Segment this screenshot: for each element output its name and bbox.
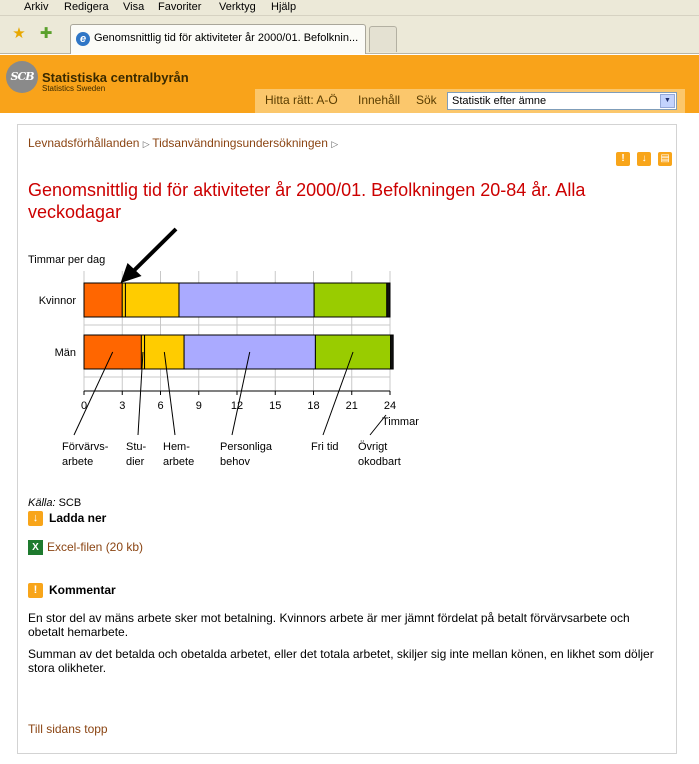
site-nav	[255, 89, 685, 113]
download-heading-label: Ladda ner	[49, 511, 107, 525]
chevron-down-icon[interactable]: ▼	[660, 94, 675, 108]
bar-segment	[179, 283, 314, 317]
x-tick-label: 12	[230, 400, 244, 412]
x-tick-label: 18	[307, 400, 320, 412]
chart-y-label: Timmar per dag	[28, 254, 106, 266]
content-panel	[17, 124, 677, 754]
nav-innehall[interactable]: Innehåll	[358, 93, 401, 107]
x-tick-label: 15	[269, 400, 282, 412]
site-header	[0, 55, 699, 113]
source-label: Källa:	[28, 497, 56, 509]
x-tick-label: 24	[383, 400, 397, 412]
bar-segment	[391, 335, 394, 369]
topic-select[interactable]	[447, 92, 677, 110]
menu-favoriter[interactable]: Favoriter	[158, 1, 202, 13]
favorites-star-icon[interactable]: ★	[12, 25, 26, 42]
x-tick-label: 6	[157, 400, 164, 412]
print-icon[interactable]: ▤	[658, 152, 672, 166]
series-label: Hem-	[163, 441, 190, 453]
bar-segment	[84, 283, 122, 317]
series-label: Övrigt	[358, 441, 388, 453]
download-icon: ↓	[28, 511, 43, 526]
series-label: Personliga	[220, 441, 272, 453]
menu-arkiv[interactable]: Arkiv	[24, 1, 49, 13]
series-label: Förvärvs-	[62, 441, 109, 453]
annotation-arrow	[134, 229, 176, 271]
tab-title: Genomsnittlig tid för aktiviteter år 2000/01. Befolknin...	[94, 32, 359, 44]
excel-link-label[interactable]: Excel-filen (20 kb)	[47, 540, 144, 554]
page-tools	[612, 152, 672, 166]
site-subname: Statistics Sweden	[42, 84, 106, 93]
bar-segment	[314, 283, 387, 317]
breadcrumb	[28, 136, 338, 150]
breadcrumb-tidsanvandning[interactable]: Tidsanvändningsundersökningen	[152, 136, 328, 150]
source-line	[28, 497, 81, 509]
excel-download-link[interactable]	[28, 540, 143, 555]
comment-heading-label: Kommentar	[49, 583, 116, 597]
series-label: arbete	[62, 456, 94, 468]
source-value: SCB	[58, 497, 82, 509]
tab-row	[0, 16, 699, 54]
back-to-top-link[interactable]: Till sidans topp	[28, 722, 108, 736]
topic-select-value: Statistik efter ämne	[452, 95, 547, 107]
nav-sok[interactable]: Sök	[416, 93, 437, 107]
menu-bar	[0, 0, 699, 16]
comment-icon: !	[28, 583, 43, 598]
bar-segment	[125, 283, 179, 317]
category-label: Kvinnor	[38, 295, 76, 307]
series-label: Fri tid	[311, 441, 339, 453]
x-tick-label: 9	[195, 400, 202, 412]
menu-hjalp[interactable]: Hjälp	[271, 1, 297, 13]
series-label: dier	[126, 456, 145, 468]
breadcrumb-separator-icon: ▷	[142, 139, 153, 149]
bar-segment	[387, 283, 390, 317]
category-label: Män	[54, 347, 76, 359]
series-label: arbete	[163, 456, 195, 468]
comment-paragraph-2: Summan av det betalda och obetalda arbetet, eller det totala arbetet, skiljer sig inte mellan könen, en likhet som döljer stora olikheter.	[28, 647, 654, 675]
x-tick-label: 21	[345, 400, 358, 412]
comment-paragraph-1: En stor del av mäns arbete sker mot betalning. Kvinnors arbete är mer jämnt fördelat på betalt förvärvsarbete och obetalt hemarbete.	[28, 611, 630, 639]
scb-logo[interactable]: SCB	[6, 61, 38, 93]
series-label: behov	[220, 456, 250, 468]
time-use-chart	[28, 245, 419, 485]
breadcrumb-separator-icon: ▷	[331, 139, 339, 149]
menu-redigera[interactable]: Redigera	[64, 1, 109, 13]
site-name[interactable]: Statistiska centralbyrån	[42, 70, 189, 85]
menu-verktyg[interactable]: Verktyg	[219, 1, 256, 13]
x-axis-title: Timmar	[382, 416, 419, 428]
breadcrumb-levnadsforhallanden[interactable]: Levnadsförhållanden	[28, 136, 140, 150]
add-favorite-icon[interactable]: ✚	[39, 25, 53, 42]
x-tick-label: 3	[119, 400, 126, 412]
excel-file-icon: X	[28, 540, 43, 555]
ie-page-icon: e	[76, 32, 90, 46]
download-heading	[28, 511, 106, 526]
page-title: Genomsnittlig tid för aktiviteter år 2000/01. Befolkningen 20-84 år. Alla veckodagar	[28, 180, 586, 222]
new-tab-button[interactable]	[369, 26, 397, 52]
series-label: okodbart	[358, 456, 401, 468]
download-icon[interactable]: ↓	[637, 152, 651, 166]
browser-tab-active[interactable]	[70, 24, 366, 54]
nav-hitta-ratt[interactable]: Hitta rätt: A-Ö	[265, 93, 338, 107]
menu-visa[interactable]: Visa	[123, 1, 145, 13]
series-label: Stu-	[126, 441, 147, 453]
x-tick-label: 0	[80, 400, 88, 412]
comment-icon[interactable]: !	[616, 152, 630, 166]
bar-segment	[315, 335, 390, 369]
comment-heading	[28, 583, 116, 598]
